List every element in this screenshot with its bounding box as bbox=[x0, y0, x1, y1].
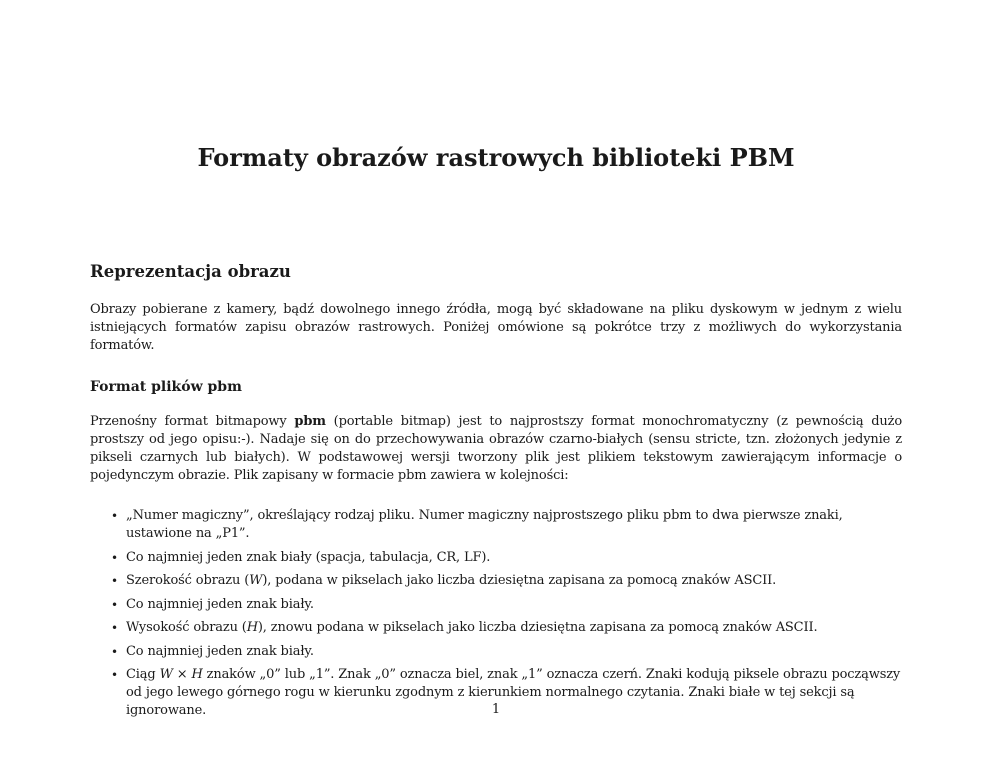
bullet-icon: • bbox=[111, 597, 118, 612]
bullet-icon: • bbox=[111, 574, 118, 588]
intro-paragraph bbox=[90, 413, 902, 485]
bullet-icon: • bbox=[111, 668, 118, 682]
list-item-text-start: Szerokość obrazu ( bbox=[126, 573, 250, 588]
list-item bbox=[90, 549, 902, 567]
list-item bbox=[90, 596, 902, 614]
math-symbol: W bbox=[249, 573, 263, 588]
page-number: 1 bbox=[491, 702, 501, 717]
intro-bold-term: pbm bbox=[294, 414, 326, 429]
intro-text-start: Przenośny format bitmapowy bbox=[90, 414, 295, 429]
bullet-list bbox=[90, 507, 902, 720]
list-item-text-end: znaków „0” lub „1”. Znak „0” oznacza biel, znak „1” oznacza czerń. Znaki kodują piksele obrazu począwszy od jego lewego górnego rogu w kierunku zgodnym z kierunkiem normalnego czytania. Znaki białe w tej sekcji są ignorowane. bbox=[126, 667, 901, 718]
math-symbol: W × H bbox=[159, 667, 203, 682]
bullet-icon: • bbox=[111, 621, 118, 635]
bullet-icon: • bbox=[111, 509, 118, 523]
list-item-text-start: Ciąg bbox=[126, 667, 160, 682]
document-body bbox=[90, 260, 902, 726]
list-item bbox=[90, 572, 902, 590]
bullet-icon: • bbox=[111, 644, 118, 659]
list-item bbox=[90, 619, 902, 637]
list-item-text: Co najmniej jeden znak biały (spacja, tabulacja, CR, LF). bbox=[126, 549, 491, 565]
list-item-text: Co najmniej jeden znak biały. bbox=[126, 596, 314, 612]
list-item-text-end: ), znowu podana w pikselach jako liczba dziesiętna zapisana za pomocą znaków ASCII. bbox=[257, 620, 818, 635]
subsection-heading: Format plików pbm bbox=[90, 379, 242, 395]
intro-text-end: (portable bitmap) jest to najprostszy format monochromatyczny (z pewnością dużo prostszy od jego opisu:-). Nadaje się on do przechowywania obrazów czarno-białych (sensu stricte, tzn. złożonych jedynie z pikseli czarnych lub białych). W podstawowej wersji tworzony plik jest plikiem tekstowym zawierającym informacje o pojedynczym obrazie. Plik zapisany w formacie pbm zawiera w kolejności: bbox=[90, 414, 902, 483]
bullet-icon: • bbox=[111, 550, 118, 565]
list-item-text-start: Wysokość obrazu ( bbox=[126, 620, 247, 635]
math-symbol: H bbox=[246, 620, 258, 635]
list-item-text-end: ), podana w pikselach jako liczba dziesiętna zapisana za pomocą znaków ASCII. bbox=[262, 573, 777, 588]
list-item bbox=[90, 643, 902, 661]
list-item bbox=[90, 507, 902, 543]
section-paragraph: Obrazy pobierane z kamery, bądź dowolnego innego źródła, mogą być składowane na pliku dyskowym w jednym z wielu istniejących formatów zapisu obrazów rastrowych. Poniżej omówione są pokrótce trzy z możliwych do wykorzystania formatów. bbox=[90, 302, 902, 353]
list-item-text: „Numer magiczny”, określający rodzaj pliku. Numer magiczny najprostszego pliku pbm to dwa pierwsze znaki, ustawione na „P1”. bbox=[126, 508, 843, 541]
list-item-text: Co najmniej jeden znak biały. bbox=[126, 643, 314, 659]
section-heading: Reprezentacja obrazu bbox=[90, 262, 291, 281]
document-title: Formaty obrazów rastrowych biblioteki PBM bbox=[197, 143, 795, 172]
